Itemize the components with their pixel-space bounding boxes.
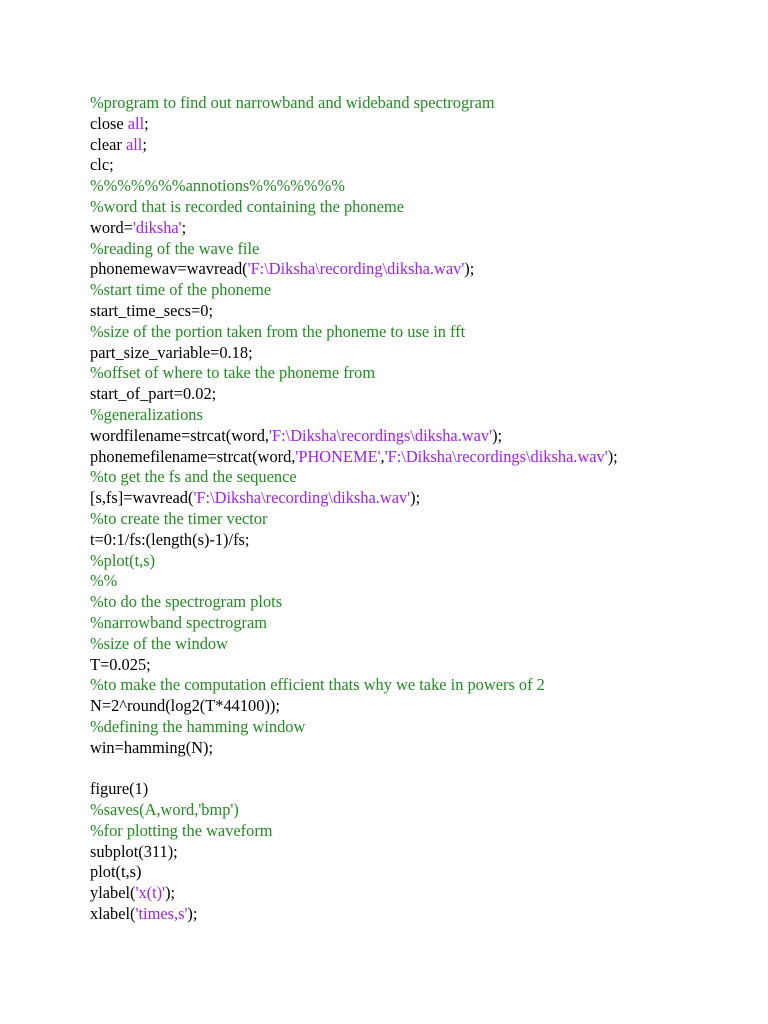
code-text: start_time_secs=0; xyxy=(90,300,214,320)
code-string: 'F:\Diksha\recording\diksha.wav' xyxy=(193,488,411,508)
code-text: clear xyxy=(90,134,126,154)
code-line xyxy=(90,239,750,260)
code-line xyxy=(90,613,750,634)
code-text: phonemewav=wavread( xyxy=(90,259,248,279)
code-line xyxy=(90,155,750,176)
code-string: 'F:\Diksha\recording\diksha.wav' xyxy=(247,259,465,279)
code-line xyxy=(90,592,750,613)
code-line xyxy=(90,696,750,717)
code-line xyxy=(90,280,750,301)
code-text: ); xyxy=(410,488,421,508)
code-comment: %to make the computation efficient thats why we take in powers of 2 xyxy=(90,675,545,695)
code-document xyxy=(90,93,750,925)
code-line xyxy=(90,800,750,821)
code-text: ); xyxy=(165,883,176,903)
code-string: 'times,s' xyxy=(135,904,188,924)
code-text: wordfilename=strcat(word, xyxy=(90,425,270,445)
code-line xyxy=(90,259,750,280)
code-comment: %start time of the phoneme xyxy=(90,280,272,300)
code-text: xlabel( xyxy=(90,904,136,924)
code-text: ); xyxy=(464,259,475,279)
code-string: 'F:\Diksha\recordings\diksha.wav' xyxy=(384,446,608,466)
code-text: phonemefilename=strcat(word, xyxy=(90,446,296,466)
code-text: [s,fs]=wavread( xyxy=(90,488,194,508)
code-comment: %narrowband spectrogram xyxy=(90,612,268,632)
code-text: plot(t,s) xyxy=(90,862,142,882)
code-text: ; xyxy=(181,217,187,237)
code-text: ; xyxy=(142,134,147,154)
code-text: ); xyxy=(607,446,618,466)
code-comment: %generalizations xyxy=(90,404,203,424)
code-comment: %%%%%%%annotions%%%%%%% xyxy=(90,176,345,196)
code-text: close xyxy=(90,113,128,133)
code-comment: %to create the timer vector xyxy=(90,508,268,528)
code-comment: %reading of the wave file xyxy=(90,238,260,258)
code-text: , xyxy=(380,446,385,466)
code-text: part_size_variable=0.18; xyxy=(90,342,253,362)
code-line xyxy=(90,883,750,904)
code-line xyxy=(90,426,750,447)
code-line xyxy=(90,717,750,738)
code-text: ylabel( xyxy=(90,883,136,903)
code-line xyxy=(90,467,750,488)
code-line xyxy=(90,571,750,592)
code-comment: %to do the spectrogram plots xyxy=(90,592,283,612)
code-line xyxy=(90,343,750,364)
code-line xyxy=(90,551,750,572)
code-string: all xyxy=(127,113,145,133)
code-text: ; xyxy=(144,113,149,133)
code-line xyxy=(90,176,750,197)
code-text: start_of_part=0.02; xyxy=(90,384,217,404)
code-string: all xyxy=(125,134,143,154)
code-string: 'x(t)' xyxy=(135,883,166,903)
code-line xyxy=(90,447,750,468)
blank-line xyxy=(90,759,750,780)
code-comment: %size of the portion taken from the phoneme to use in fft xyxy=(90,321,466,341)
code-text: subplot(311); xyxy=(90,841,178,861)
code-line xyxy=(90,530,750,551)
code-line xyxy=(90,93,750,114)
code-text: t=0:1/fs:(length(s)-1)/fs; xyxy=(90,529,250,549)
code-line xyxy=(90,301,750,322)
code-line xyxy=(90,114,750,135)
code-line xyxy=(90,197,750,218)
code-comment: %to get the fs and the sequence xyxy=(90,467,297,487)
code-text: word= xyxy=(90,217,133,237)
code-text: T=0.025; xyxy=(90,654,151,674)
code-comment: %size of the window xyxy=(90,633,228,653)
code-comment: %saves(A,word,'bmp') xyxy=(90,800,239,820)
code-comment: %% xyxy=(90,571,118,591)
code-string: 'PHONEME' xyxy=(295,446,381,466)
code-string: 'F:\Diksha\recordings\diksha.wav' xyxy=(269,425,493,445)
code-line xyxy=(90,738,750,759)
code-line xyxy=(90,509,750,530)
code-string: 'diksha' xyxy=(132,217,182,237)
code-line xyxy=(90,405,750,426)
code-line xyxy=(90,634,750,655)
code-text: ); xyxy=(187,904,198,924)
code-line xyxy=(90,842,750,863)
code-comment: %offset of where to take the phoneme from xyxy=(90,363,376,383)
code-text: N=2^round(log2(T*44100)); xyxy=(90,696,280,716)
code-comment: %for plotting the waveform xyxy=(90,820,273,840)
code-comment: %plot(t,s) xyxy=(90,550,156,570)
code-line xyxy=(90,322,750,343)
code-text: win=hamming(N); xyxy=(90,737,214,757)
code-line xyxy=(90,135,750,156)
code-line xyxy=(90,363,750,384)
code-comment: %program to find out narrowband and wideband spectrogram xyxy=(90,93,495,112)
code-line xyxy=(90,821,750,842)
code-line xyxy=(90,779,750,800)
code-line xyxy=(90,218,750,239)
code-comment: %word that is recorded containing the phoneme xyxy=(90,196,405,216)
code-text: ); xyxy=(492,425,503,445)
code-line xyxy=(90,904,750,925)
code-line xyxy=(90,862,750,883)
code-comment: %defining the hamming window xyxy=(90,716,306,736)
code-line xyxy=(90,488,750,509)
code-line xyxy=(90,675,750,696)
code-line xyxy=(90,655,750,676)
code-line xyxy=(90,384,750,405)
code-text: clc; xyxy=(90,155,114,175)
code-text: figure(1) xyxy=(90,779,149,799)
